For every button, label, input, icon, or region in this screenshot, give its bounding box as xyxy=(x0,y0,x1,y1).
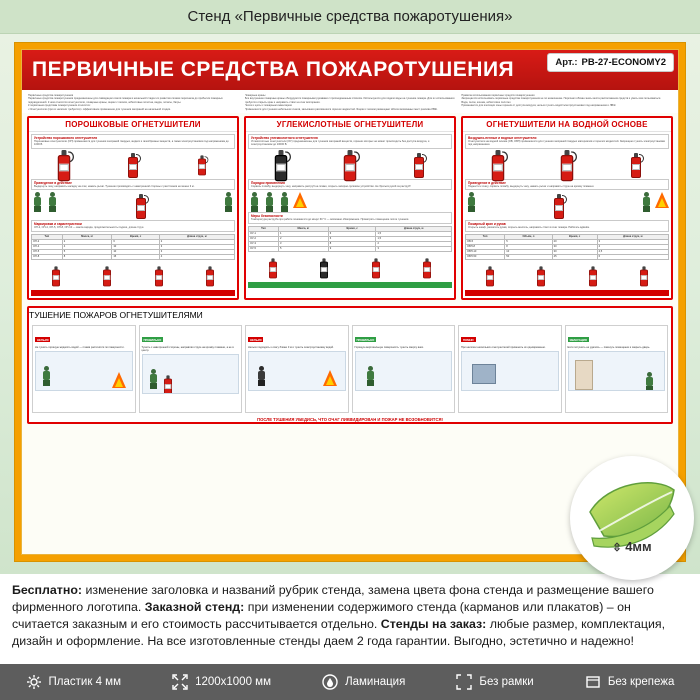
intro-column-3 xyxy=(461,94,672,111)
intro-text-2: Все внутренние пожарные краны оборудуются пожарными рукавами с присоединенным стволом. Используются для подачи воды на тушение пожара. Для их использования требуется открыть кран и направить ствол на очаг возгорания. xyxy=(244,97,455,104)
table-cell: 2 xyxy=(376,241,452,246)
intro-column-1 xyxy=(28,94,239,111)
intro-list-1: • Огнетушители (при их наличии требуется) • эффективное применение для тушения загораний на начальной стадии. xyxy=(28,107,171,111)
feature-label: Ламинация xyxy=(345,676,406,688)
panel-body xyxy=(246,132,454,290)
step-caption: Нельзя подходить к очагу ближе 3 м и тушить электроустановку водой. xyxy=(248,345,334,349)
table-header-cell: Время, с xyxy=(328,226,376,231)
drop-icon xyxy=(322,674,338,690)
poster-inner xyxy=(21,49,679,555)
step-tag: НЕЛЬЗЯ xyxy=(37,337,49,342)
article-code: PB-27-ECONOMY2 xyxy=(581,57,666,68)
person-figure-icon xyxy=(264,192,275,212)
person-figure-icon xyxy=(641,192,652,212)
step-card xyxy=(32,325,136,413)
ext-gallery xyxy=(465,262,669,290)
person-figure-icon xyxy=(47,192,58,212)
extinguisher-icon xyxy=(372,257,380,278)
table-cell: 6 xyxy=(328,231,376,236)
feature-label: Пластик 4 мм xyxy=(48,676,121,688)
leaf-icon xyxy=(570,456,694,580)
custom-label: Заказной стенд: xyxy=(144,600,245,614)
step-caption: При наличии нескольких огнетушителей применять их одновременно. xyxy=(461,345,546,349)
table-cell: 4 xyxy=(159,254,234,259)
illustration-row xyxy=(31,151,235,179)
person-figure-icon xyxy=(256,366,267,386)
ext-col xyxy=(385,151,452,179)
article-label: Арт.: xyxy=(555,57,578,68)
table-cell: 8 xyxy=(328,241,376,246)
step-tag: ПОМНИ xyxy=(463,337,474,342)
poster-heading: ПЕРВИЧНЫЕ СРЕДСТВА ПОЖАРОТУШЕНИЯ xyxy=(32,58,515,81)
table-cell: 30 xyxy=(552,244,597,249)
extinguisher-icon xyxy=(561,149,574,182)
extinguisher-icon xyxy=(155,265,163,286)
sub-text: Сорвать пломбу, выдернуть чеку, направить раструб на пламя, открыть запорно-пусковое устройство. Не браться рукой за раструб! xyxy=(251,184,411,188)
extinguisher-icon xyxy=(206,265,214,286)
sub-block xyxy=(248,134,452,149)
table-cell: 2 xyxy=(159,239,234,244)
intro-text-1: Первичные средства пожаротушения предназначены для ликвидации очагов пожара в начальной стадии их развития силами персонала до прибытия пожарных подразделений. К ним относятся огнетушители, пожарные краны, ящики с песком, асбестовые полотна, ведра, лопаты, багры. xyxy=(28,97,223,104)
extinguisher-icon xyxy=(58,149,71,182)
step-tag: ЭВАКУАЦИЯ xyxy=(569,337,587,342)
feature-frame xyxy=(456,674,533,690)
intro-column-2 xyxy=(245,94,456,111)
table-header-cell: Длина струи, м xyxy=(159,234,234,239)
table-cell: 4 xyxy=(62,244,112,249)
table-cell: 8 xyxy=(62,254,112,259)
sub-caption: Воздушно-пенные и водные огнетушители xyxy=(468,136,537,141)
table-cell: 2 xyxy=(278,236,328,241)
poster-header xyxy=(22,50,678,90)
step-tag: ПРАВИЛЬНО xyxy=(143,337,162,342)
door-shape xyxy=(575,360,593,390)
sub-text: Углекислотные огнетушители (ОУ) предназначены для тушения загораний веществ, горение которых не может происходить без доступа воздуха, и электроустановок до 10000 В. xyxy=(251,140,430,147)
step-tag: НЕЛЬЗЯ xyxy=(250,337,262,342)
step-illustration xyxy=(568,351,666,391)
ext-gallery xyxy=(31,262,235,290)
table-cell: 6 xyxy=(112,239,159,244)
sub-block xyxy=(31,220,235,231)
step-illustration xyxy=(35,351,133,391)
ext-col xyxy=(168,151,235,179)
thickness-label xyxy=(570,539,694,554)
extinguisher-icon xyxy=(164,375,172,394)
sub-text: Поднести к очагу, сорвать пломбу, выдернуть чеку, нажать рычаг и направить струю на кромку пламени. xyxy=(468,184,595,188)
table-cell: 10 xyxy=(505,249,552,254)
table-cell: 1,5 xyxy=(376,236,452,241)
table-header-cell: Длина струи, м xyxy=(376,226,452,231)
feature-bar xyxy=(0,664,700,700)
table-cell: 45 xyxy=(552,254,597,259)
table-cell: ОУ-3 xyxy=(249,241,279,246)
intro-strip xyxy=(22,90,678,113)
extinguisher-icon xyxy=(320,257,328,278)
info-bar xyxy=(248,282,452,288)
intro-sub-2: Песок и щиты с пожарным инвентарем xyxy=(244,104,292,108)
feature-size xyxy=(172,674,271,690)
panel-row xyxy=(22,113,678,303)
intro-text-3: Запрещается использовать первичные средства пожаротушения не по назначению. Персонал обязан знать места расположения средств и уметь ими пользоваться. xyxy=(461,97,661,101)
sub-block xyxy=(31,134,235,149)
sub-text: Температура раструба при работе понижается до минус 60 °C — возможно обморожение. Проветрить помещение после тушения. xyxy=(251,218,409,222)
ext-col xyxy=(465,151,532,179)
thickness-arrow-icon: ⇳ xyxy=(612,542,622,554)
gear-icon xyxy=(26,674,42,690)
table-row xyxy=(249,246,452,251)
person-figure-icon xyxy=(279,192,290,212)
table-cell: 5 xyxy=(505,239,552,244)
sub-text: ОП-2, ОП-4, ОП-5, ОП-8, ОП-10 — масса заряда, продолжительность подачи, длина струи. xyxy=(34,226,145,230)
person-figure-icon xyxy=(41,366,52,386)
panel-title: ТУШЕНИЕ ПОЖАРОВ ОГНЕТУШИТЕЛЯМИ xyxy=(29,309,203,320)
step-card xyxy=(245,325,349,413)
extinguisher-icon xyxy=(589,265,597,286)
extinguisher-icon xyxy=(631,152,641,178)
intro-sub-1: К первичным средствам пожаротушения относятся: xyxy=(28,104,91,108)
article-badge xyxy=(547,53,674,72)
figure-row xyxy=(31,192,235,220)
step-illustration xyxy=(355,351,453,391)
order-label: Стенды на заказ: xyxy=(380,617,487,631)
table-cell: ОП-2 xyxy=(32,239,63,244)
ext-gallery xyxy=(248,254,452,282)
table-header-cell: Длина струи, м xyxy=(597,234,668,239)
sub-text: Выдернуть чеку, направить насадку на очаг, нажать рычаг. Тушение производить с наветренной стороны с расстояния не менее 3 м. xyxy=(34,184,195,188)
panel-body xyxy=(29,132,237,298)
illustration-row xyxy=(248,151,452,179)
extinguisher-icon xyxy=(537,265,545,286)
table-cell: 10 xyxy=(112,244,159,249)
extinguisher-icon xyxy=(554,193,564,219)
table-cell: 1,5 xyxy=(376,231,452,236)
table-cell: ОВП-8 xyxy=(466,244,505,249)
bottom-note: ПОСЛЕ ТУШЕНИЯ УБЕДИСЬ, ЧТО ОЧАГ ЛИКВИДИРОВАН И ПОЖАР НЕ ВОЗОБНОВИТСЯ! xyxy=(257,416,443,422)
ext-col xyxy=(602,151,669,179)
sub-block xyxy=(465,134,669,149)
sub-caption: Маркировка и характеристики xyxy=(34,222,82,227)
table-cell: 3 xyxy=(159,244,234,249)
extinguisher-icon xyxy=(128,152,138,178)
page-header xyxy=(0,0,700,34)
intro-sub-3: Вода, песок, кошма, асбестовое полотно xyxy=(461,100,511,104)
ext-col xyxy=(317,151,384,179)
table-header-cell: Масса, кг xyxy=(62,234,112,239)
step-card xyxy=(139,325,243,413)
description-block xyxy=(0,574,700,662)
table-cell: 10 xyxy=(112,249,159,254)
sub-caption: Порядок применения xyxy=(251,180,285,185)
intro-list-2: Применяются для тушения небольших очагов, засыпания разлившихся горючих жидкостей. Ящики с песком размещают вблизи возможных мест разлива ЛВЖ. xyxy=(244,107,438,111)
panel-body xyxy=(463,132,671,298)
panel-powder-extinguishers xyxy=(27,116,239,300)
ext-col xyxy=(534,151,601,179)
person-figure-icon xyxy=(644,372,655,391)
sub-caption: Пожарный кран и рукав xyxy=(468,222,506,227)
table-cell: ОП-5 xyxy=(32,249,63,254)
intro-list-3: Применяются для изоляции зоны горения от доступа воздуха; нельзя тушить водой электроустановки под напряжением и ЛВЖ. xyxy=(461,104,617,108)
feature-mounting xyxy=(585,674,675,690)
extinguisher-icon xyxy=(275,149,288,182)
step-caption: Тушить с наветренной стороны, направляя струю на кромку пламени, а не в центр. xyxy=(141,345,234,352)
table-cell: 4 xyxy=(597,244,668,249)
free-text: изменение заголовка и названий рубрик стенда, замена цвета фона стенда и размещение вашего фирменного логотипа. xyxy=(12,583,654,614)
step-caption: Горящую вертикальную поверхность тушить сверху вниз. xyxy=(354,345,424,349)
custom-text: при изменении содержимого стенда (карманов или плакатов) – он считается заказным и его стоимость рассчитывается отдельно. xyxy=(12,600,631,631)
feature-label: Без крепежа xyxy=(607,676,675,688)
sub-block xyxy=(465,220,669,231)
table-header-cell: Объём, л xyxy=(505,234,552,239)
step-tag: ПРАВИЛЬНО xyxy=(356,337,375,342)
feature-label: 1200x1000 мм xyxy=(195,676,271,688)
step-caption: Если потушить не удалось — покинуть помещение и закрыть дверь. xyxy=(567,345,651,349)
table-cell: ОУ-1 xyxy=(249,231,279,236)
step-illustration xyxy=(248,351,346,391)
poster-area xyxy=(0,34,700,574)
feature-material xyxy=(26,674,121,690)
figure-row xyxy=(465,192,669,220)
steps-row xyxy=(29,322,671,416)
table-cell: 3 xyxy=(597,239,668,244)
step-illustration xyxy=(461,351,559,391)
extinguisher-icon xyxy=(198,154,206,175)
person-figure-icon xyxy=(223,192,234,212)
panel-title: ОГНЕТУШИТЕЛИ НА ВОДНОЙ ОСНОВЕ xyxy=(463,118,671,132)
sub-caption: Устройство порошкового огнетушителя xyxy=(34,136,98,141)
person-figure-icon xyxy=(148,369,159,389)
table-cell: 2 xyxy=(62,239,112,244)
table-cell: 20 xyxy=(552,239,597,244)
table-cell: 9 xyxy=(328,246,376,251)
ext-col xyxy=(248,151,315,179)
flame-icon xyxy=(293,192,307,208)
sub-caption: Меры безопасности xyxy=(251,214,283,219)
panel-co2-extinguishers xyxy=(244,116,456,300)
free-label: Бесплатно: xyxy=(12,583,83,597)
thickness-badge xyxy=(570,456,694,580)
table-header-cell: Время, с xyxy=(552,234,597,239)
intro-title-3: Правила использования первичных средств пожаротушения xyxy=(461,94,535,97)
sub-text: Огнетушители на водной основе (ОВ, ОВП) применяются для тушения загораний твердых материалов и горючих жидкостей. Запрещено тушить электроустановки под напряжением. xyxy=(468,140,666,147)
person-figure-icon xyxy=(365,366,376,386)
table-row xyxy=(466,254,669,259)
person-figure-icon xyxy=(249,192,260,212)
extinguisher-icon xyxy=(52,265,60,286)
sub-block xyxy=(248,212,452,223)
feature-label: Без рамки xyxy=(479,676,534,688)
table-cell: 50 xyxy=(505,254,552,259)
order-text: любые размер, комплектация, дизайн и оформление. На все изготовленные стенды даем 2 года гарантии. Выгодно, эстетично и надежно! xyxy=(12,617,666,648)
extinguisher-icon xyxy=(136,193,146,219)
ext-col xyxy=(100,151,167,179)
spec-table xyxy=(31,234,235,260)
table-cell: 3 xyxy=(376,246,452,251)
flame-icon xyxy=(323,370,337,386)
step-card xyxy=(352,325,456,413)
extinguisher-icon xyxy=(103,265,111,286)
table-cell: ОВ-5 xyxy=(466,239,505,244)
table-cell: ОП-4 xyxy=(32,244,63,249)
panel-title: ПОРОШКОВЫЕ ОГНЕТУШИТЕЛИ xyxy=(29,118,237,132)
person-figure-icon xyxy=(32,192,43,212)
table-cell: 6 xyxy=(328,236,376,241)
panel-title: УГЛЕКИСЛОТНЫЕ ОГНЕТУШИТЕЛИ xyxy=(246,118,454,132)
resize-icon xyxy=(172,674,188,690)
table-cell: 15 xyxy=(112,254,159,259)
step-card xyxy=(458,325,562,413)
warning-bar xyxy=(31,290,235,296)
cabinet-shape xyxy=(472,364,496,384)
sub-caption: Приведение в действие xyxy=(34,180,72,185)
extinguisher-icon xyxy=(423,257,431,278)
table-cell: ОП-8 xyxy=(32,254,63,259)
table-cell: 6 xyxy=(597,254,668,259)
spec-table xyxy=(248,226,452,252)
extinguisher-icon xyxy=(414,152,424,178)
table-cell: 4,5 xyxy=(597,249,668,254)
panel-fire-fighting-steps xyxy=(27,306,673,424)
intro-title-1: Первичные средства пожаротушения xyxy=(28,94,74,97)
table-cell: 5 xyxy=(62,249,112,254)
table-cell: 8 xyxy=(505,244,552,249)
extinguisher-icon xyxy=(269,257,277,278)
thickness-value: 4мм xyxy=(625,539,652,554)
extinguisher-icon xyxy=(640,265,648,286)
flame-icon xyxy=(112,372,126,388)
table-cell: 3 xyxy=(278,241,328,246)
panel-water-based-extinguishers xyxy=(461,116,673,300)
table-cell: ОВП-50 xyxy=(466,254,505,259)
table-header-cell: Тип xyxy=(32,234,63,239)
sub-text: Порошковые огнетушители (ОП) применяются для тушения загораний твердых, жидких и газообразных веществ, а также электроустановок под напряжением до 1000 В. xyxy=(34,140,229,147)
step-illustration xyxy=(142,354,240,394)
table-header-cell: Время, с xyxy=(112,234,159,239)
flame-icon xyxy=(655,192,669,208)
sub-caption: Устройство углекислотного огнетушителя xyxy=(251,136,318,141)
warning-bar xyxy=(465,290,669,296)
figure-row xyxy=(248,192,452,212)
ext-col xyxy=(31,151,98,179)
mount-icon xyxy=(585,674,601,690)
extinguisher-icon xyxy=(344,149,357,182)
table-cell: 1 xyxy=(278,231,328,236)
extinguisher-icon xyxy=(486,265,494,286)
table-row xyxy=(32,254,235,259)
table-cell: 3 xyxy=(159,249,234,254)
person-figure-icon xyxy=(466,192,477,212)
table-cell: ОВП-10 xyxy=(466,249,505,254)
step-caption: Не тушить горящую жидкость водой — пламя растечётся по поверхности. xyxy=(35,345,125,349)
table-cell: 30 xyxy=(552,249,597,254)
feature-lamination xyxy=(322,674,405,690)
illustration-row xyxy=(465,151,669,179)
extinguisher-icon xyxy=(492,149,505,182)
table-header-cell: Тип xyxy=(466,234,505,239)
table-header-cell: Тип xyxy=(249,226,279,231)
step-card xyxy=(565,325,669,413)
table-cell: 5 xyxy=(278,246,328,251)
table-cell: ОУ-2 xyxy=(249,236,279,241)
spec-table xyxy=(465,234,669,260)
intro-title-2: Пожарные краны xyxy=(244,94,266,97)
sub-caption: Приведение в действие xyxy=(468,180,506,185)
page-title: Стенд «Первичные средства пожаротушения» xyxy=(187,8,513,25)
frame-icon xyxy=(456,674,472,690)
sub-text: Открыть шкаф, раскатать рукав, открыть вентиль, направить ствол в очаг пожара. Работать вдвоём. xyxy=(468,226,590,230)
table-cell: ОУ-5 xyxy=(249,246,279,251)
table-header-cell: Масса, кг xyxy=(278,226,328,231)
